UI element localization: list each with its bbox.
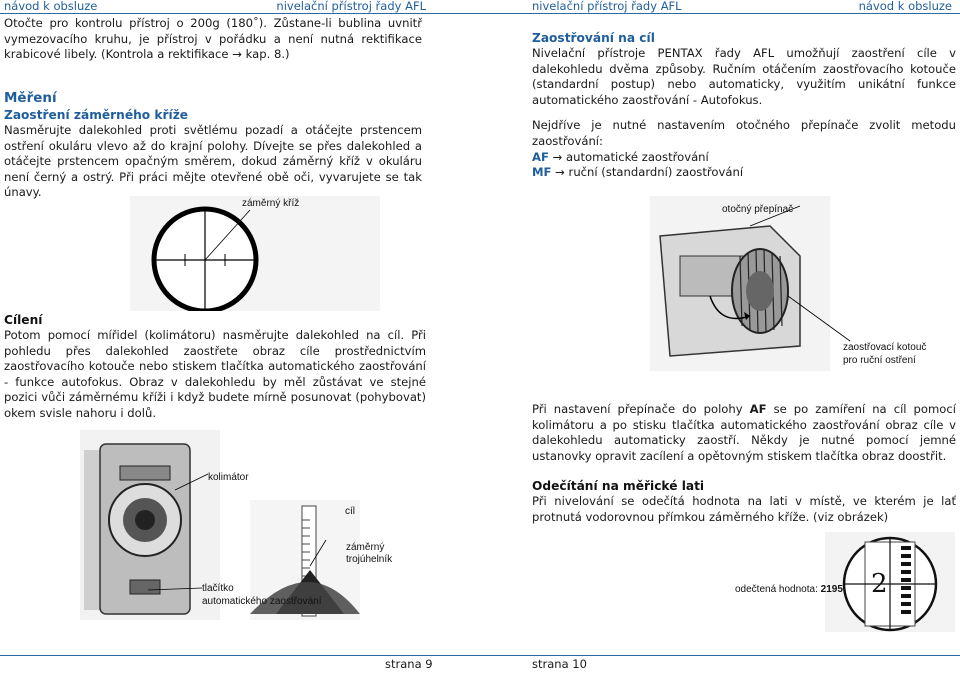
mf-code: MF <box>532 165 552 180</box>
header-right: návod k obsluze <box>858 0 952 13</box>
mf-line <box>532 165 956 181</box>
reading-label <box>735 584 843 595</box>
af-paragraph <box>532 402 956 464</box>
page-10 <box>480 0 960 675</box>
target-label: cíl <box>345 506 355 517</box>
reading-section <box>532 478 956 525</box>
aiming-section <box>4 312 426 422</box>
wheel-label-2: pro ruční ostření <box>843 355 916 366</box>
reading-paragraph: Při nivelování se odečítá hodnota na lati v místě, ve kterém je lať protnutá vodorovnou přímkou záměrného kříže. (viz obrázek) <box>532 494 956 524</box>
intro-paragraph: Otočte pro kontrolu přístroj o 200g (180˚). Zůstane-li bublina uvnitř vymezovacího kruhu, je přístroj v pořádku a není nutná rektifikace krabicové libely. (Kontrola a rektifikace → kap. 8.) <box>4 16 422 62</box>
button-label-2: automatického zaostřování <box>202 596 322 607</box>
page-number: strana 9 <box>385 657 433 671</box>
reading-value: 2195 <box>820 584 843 595</box>
focus-section <box>532 30 956 181</box>
header-left: nivelační přístroj řady AFL <box>532 0 682 13</box>
af-desc: → automatické zaostřování <box>552 149 709 164</box>
triangle-label-1: záměrný <box>346 542 385 553</box>
intro-block <box>4 16 422 63</box>
page-header <box>480 0 960 14</box>
wheel-label-1: zaostřovací kotouč <box>843 342 927 353</box>
measure-section <box>4 89 422 201</box>
aiming-paragraph: Potom pomocí mířidel (kolimátoru) nasměrujte dalekohled na cíl. Při pohledu přes dalekohled zaostřete obraz cíle prostřednictvím zaostřovacího kotouče nebo stiskem tlačítka automatického zaostřování - funkce autofokus. Obraz v dalekohledu by měl zůstávat ve stejné pozici vůči záměrnému kříži i když budete mírně posunovat (pohybovat) okem svisle nahoru i dolů. <box>4 328 426 420</box>
instrument-figure <box>80 430 393 620</box>
af-text-b: AF <box>749 402 767 416</box>
switch-paragraph: Nejdříve je nutné nastavením otočného přepínače zvolit metodu zaostřování: <box>532 118 956 148</box>
focus-title: Zaostřování na cíl <box>532 31 655 45</box>
focus-paragraph: Nivelační přístroje PENTAX řady AFL umožňují zaostření cíle v dalekohledu dvěma způsoby. Ručním otáčením zaostřovacího kotouče (standardní postup) nebo automaticky, využitím unikátní funkce automatického zaostřování - Autofokus. <box>532 46 956 107</box>
af-line <box>532 150 956 166</box>
section-title: Měření <box>4 90 57 106</box>
subsection-title: Zaostření záměrného kříže <box>4 108 189 122</box>
mf-desc: → ruční (standardní) zaostřování <box>555 165 744 180</box>
reticle-figure <box>130 196 380 311</box>
page-footer <box>480 655 960 671</box>
header-left: návod k obsluze <box>4 0 98 13</box>
staff-figure <box>825 532 955 632</box>
collimator-label: kolimátor <box>208 472 249 483</box>
header-right: nivelační přístroj řady AFL <box>276 0 426 13</box>
af-text-a: Při nastavení přepínače do polohy <box>532 402 750 416</box>
aiming-title: Cílení <box>4 313 43 327</box>
af-code: AF <box>532 149 549 164</box>
af-paragraph-block <box>532 402 956 464</box>
staff-drawing <box>825 532 955 632</box>
focus-wheel-figure <box>650 196 950 371</box>
reticle-label: záměrný kříž <box>242 198 300 209</box>
page-number: strana 10 <box>532 657 587 671</box>
button-label-1: tlačítko <box>202 583 234 594</box>
af-text-c: se po zamíření na cíl pomocí kolimátoru a po stisku tlačítka automatického zaostřování obraz cíle v dalekohledu automaticky zaostří. Někdy je nutné pomocí jemné ustanovky opravit zacílení a opětovným stiskem tlačítka obraz doostřit. <box>532 402 956 463</box>
reading-label-text: odečtená hodnota: <box>735 584 821 595</box>
reticle-drawing <box>130 196 380 311</box>
page-footer <box>0 655 480 671</box>
staff-digit: 2 <box>871 569 888 599</box>
focus-paragraph: Nasměrujte dalekohled proti světlému pozadí a otáčejte prstencem ostření okuláru vlevo až do krajní polohy. Dívejte se přes dalekohled a otáčejte prstencem opačným směrem, dokud záměrný kříž v okuláru není černý a ostrý. Při práci mějte otevřené obě oči, vyvarujete se tak únavy. <box>4 123 422 200</box>
triangle-label-2: trojúhelník <box>346 554 393 565</box>
reading-title: Odečítání na měřické lati <box>532 479 705 493</box>
switch-label: otočný přepínač <box>722 204 794 215</box>
page-header <box>0 0 480 14</box>
